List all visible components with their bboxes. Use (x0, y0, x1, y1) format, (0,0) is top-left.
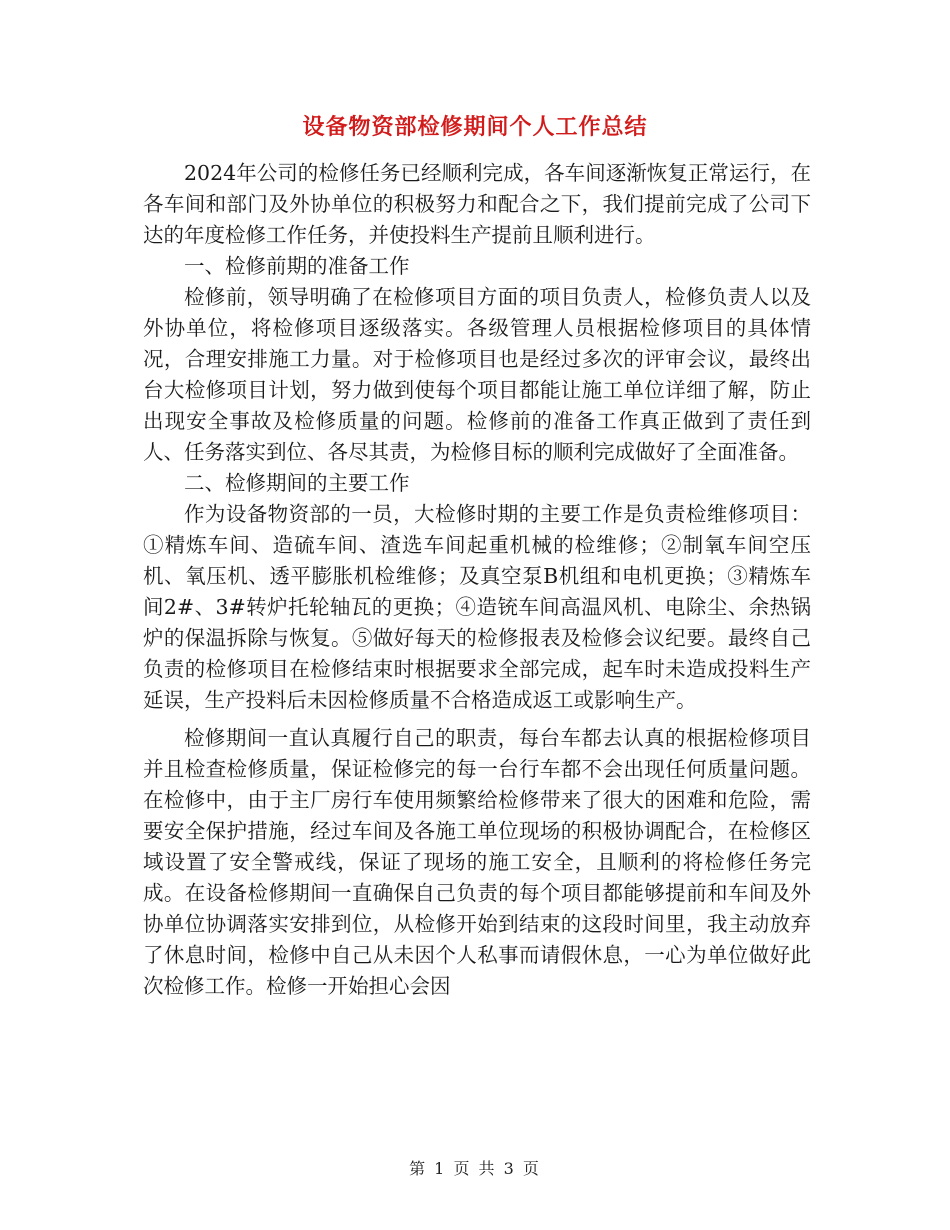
paragraph-main-work: 作为设备物资部的一员，大检修时期的主要工作是负责检维修项目：①精炼车间、造硫车间、渣选车间起重机械的检维修；②制氧车间空压机、氧压机、透平膨胀机检维修；及真空泵B机组和电机更换；③精炼车间2#、3#转炉托轮轴瓦的更换；④造铳车间高温风机、电除尘、余热锅炉的保温拆除与恢复。⑤做好每天的检修报表及检修会议纪要。最终自己负责的检修项目在检修结束时根据要求全部完成，起车时未造成投料生产延误，生产投料后未因检修质量不合格造成返工或影响生产。 (143, 502, 811, 712)
paragraph-preparation: 检修前，领导明确了在检修项目方面的项目负责人，检修负责人以及外协单位，将检修项目逐级落实。各级管理人员根据检修项目的具体情况，合理安排施工力量。对于检修项目也是经过多次的评审会议，最终出台大检修项目计划，努力做到使每个项目都能让施工单位详细了解，防止出现安全事故及检修质量的问题。检修前的准备工作真正做到了责任到人、任务落实到位、各尽其责，为检修目标的顺利完成做好了全面准备。 (143, 285, 811, 464)
section-heading-main-work: 二、检修期间的主要工作 (184, 471, 410, 495)
document-body (143, 158, 811, 1002)
document-title: 设备物资部检修期间个人工作总结 (302, 114, 648, 140)
page-footer: 第 1 页 共 3 页 (409, 1159, 541, 1178)
paragraph-duties: 检修期间一直认真履行自己的职责，每台车都去认真的根据检修项目并且检查检修质量，保证检修完的每一台行车都不会出现任何质量问题。在检修中，由于主厂房行车使用频繁给检修带来了很大的困难和危险，需要安全保护措施，经过车间及各施工单位现场的积极协调配合，在检修区域设置了安全警戒线，保证了现场的施工安全，且顺利的将检修任务完成。在设备检修期间一直确保自己负责的每个项目都能够提前和车间及外协单位协调落实安排到位，从检修开始到结束的这段时间里，我主动放弃了休息时间，检修中自己从未因个人私事而请假休息，一心为单位做好此次检修工作。检修一开始担心会因 (143, 726, 811, 998)
section-heading-preparation: 一、检修前期的准备工作 (184, 254, 410, 278)
paragraph-intro: 2024年公司的检修任务已经顺利完成，各车间逐渐恢复正常运行，在各车间和部门及外协单位的积极努力和配合之下，我们提前完成了公司下达的年度检修工作任务，并使投料生产提前且顺利进行。 (143, 161, 811, 247)
